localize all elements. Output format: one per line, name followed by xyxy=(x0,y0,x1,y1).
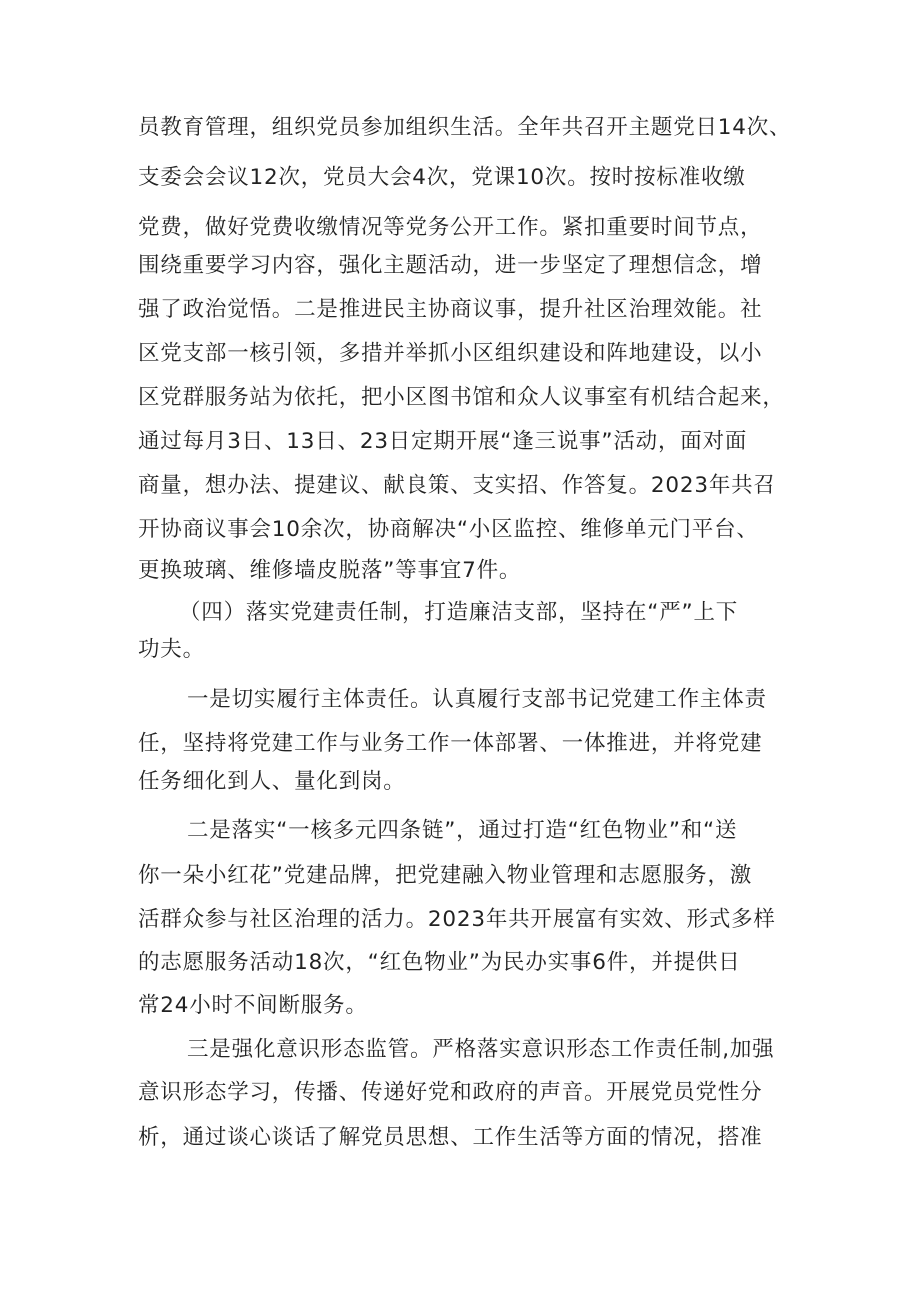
section-heading-continued: 功夫。 xyxy=(138,637,205,662)
section-heading: （四）落实党建责任制，打造廉洁支部，坚持在“严”上下 xyxy=(179,600,739,625)
text-line: 党费，做好党费收缴情况等党务公开工作。紧扣重要时间节点， xyxy=(138,215,763,240)
text-line: 二是落实“一核多元四条链”，通过打造“红色物业”和“送 xyxy=(187,818,738,843)
text-line: 三是强化意识形态监管。严格落实意识形态工作责任制,加强 xyxy=(187,1037,775,1062)
text-line: 一是切实履行主体责任。认真履行支部书记党建工作主体责 xyxy=(187,687,767,712)
text-line: 区党支部一核引领，多措并举抓小区组织建设和阵地建设，以小 xyxy=(138,341,763,366)
text-line: 任，坚持将党建工作与业务工作一体部署、一体推进，并将党建 xyxy=(138,731,763,756)
text-line: 更换玻璃、维修墙皮脱落”等事宜7件。 xyxy=(138,558,522,583)
text-line: 开协商议事会10余次，协商解决“小区监控、维修单元门平台、 xyxy=(138,517,759,542)
text-line: 任务细化到人、量化到岗。 xyxy=(138,769,406,794)
text-line: 析，通过谈心谈话了解党员思想、工作生活等方面的情况，搭准 xyxy=(138,1125,763,1150)
text-line: 强了政治觉悟。二是推进民主协商议事，提升社区治理效能。社 xyxy=(138,297,763,322)
text-line: 的志愿服务活动18次，“红色物业”为民办实事6件，并提供日 xyxy=(138,950,741,975)
text-line: 支委会会议12次，党员大会4次，党课10次。按时按标准收缴 xyxy=(138,165,746,190)
text-line: 区党群服务站为依托，把小区图书馆和众人议事室有机结合起来， xyxy=(138,385,785,410)
text-line: 员教育管理，组织党员参加组织生活。全年共召开主题党日14次、 xyxy=(138,115,792,140)
text-line: 围绕重要学习内容，强化主题活动，进一步坚定了理想信念，增 xyxy=(138,253,763,278)
text-line: 商量，想办法、提建议、献良策、支实招、作答复。2023年共召 xyxy=(138,473,776,498)
text-line: 常24小时不间断服务。 xyxy=(138,993,368,1018)
text-line: 你一朵小红花”党建品牌，把党建融入物业管理和志愿服务，激 xyxy=(138,863,753,888)
text-line: 通过每月3日、13日、23日定期开展“逢三说事”活动，面对面 xyxy=(138,429,748,454)
text-line: 活群众参与社区治理的活力。2023年共开展富有实效、形式多样 xyxy=(138,907,776,932)
text-line: 意识形态学习，传播、传递好党和政府的声音。开展党员党性分 xyxy=(138,1080,763,1105)
